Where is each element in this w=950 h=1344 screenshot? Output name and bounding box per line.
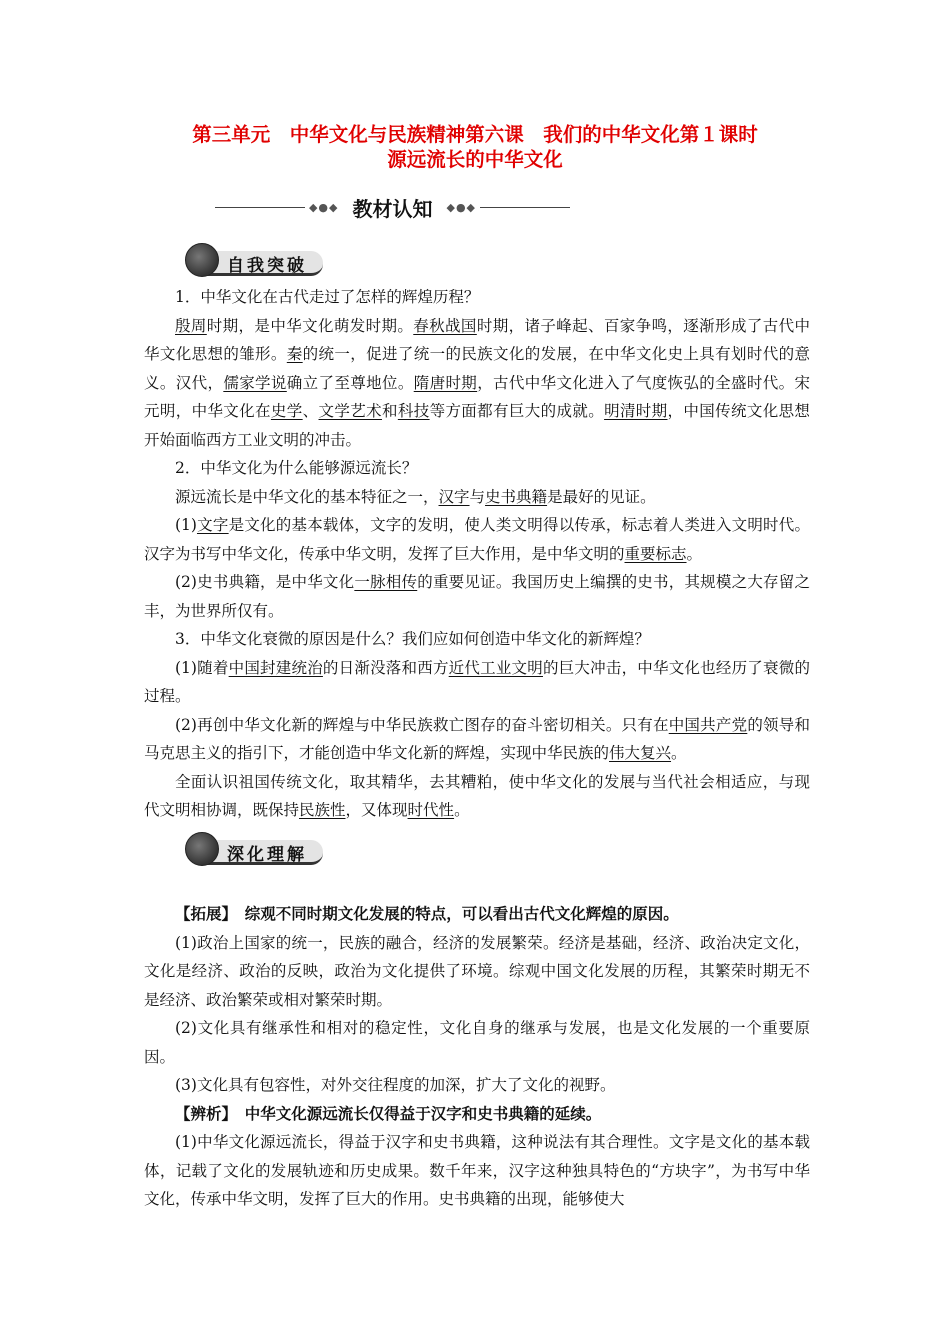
banner-rule-left [215,207,305,208]
extension-point-3: (3)文化具有包容性，对外交往程度的加深，扩大了文化的视野。 [175,1076,616,1094]
analysis-heading: 【辨析】 中华文化源远流长仅得益于汉字和史书典籍的延续。 [175,1103,602,1123]
question-3: 3．中华文化衰微的原因是什么？我们应如何创造中华文化的新辉煌？ [175,630,650,648]
circle-badge-icon [185,243,219,277]
answer-1: 殷周时期，是中华文化萌发时期。春秋战国时期，诸子峰起、百家争鸣，逐渐形成了古代中华文化思想的雏形。秦的统一，促进了统一的民族文化的发展，在中华文化史上具有划时代的意义。汉代，儒家学说确立了至尊地位。隋唐时期，古代中华文化进入了气度恢弘的全盛时代。宋元明，中华文化在史学、文学艺术和科技等方面都有巨大的成就。明清时期，中国传统文化思想开始面临西方工业文明的冲击。 [144,316,810,449]
section-label-deepen [185,832,325,866]
banner-rule-right [480,207,570,208]
circle-badge-icon [185,832,219,866]
title-line-2: 源远流长的中华文化 [387,148,563,171]
section-label-self [185,243,325,277]
section-deepen-content [144,900,810,1214]
section-banner [215,190,570,224]
question-2: 2．中华文化为什么能够源远流长？ [175,459,418,477]
ornament-icon: ◆●◆ [308,200,339,214]
answer-3-1: (1)随着中国封建统治的日渐没落和西方近代工业文明的巨大冲击，中华文化也经历了衰微的过程。 [144,658,810,705]
title-line-1: 第三单元 中华文化与民族精神第六课 我们的中华文化第１课时 [192,123,758,146]
banner-title: 教材认知 [352,196,433,221]
answer-2-2: (2)史书典籍，是中华文化一脉相传的重要见证。我国历史上编撰的史书，其规模之大存留之丰，为世界所仅有。 [144,573,810,620]
section-label-text: 深化理解 [227,845,307,865]
answer-2: 源远流长是中华文化的基本特征之一，汉字与史书典籍是最好的见证。 [175,487,656,506]
answer-3-3: 全面认识祖国传统文化，取其精华，去其糟粕，使中华文化的发展与当代社会相适应，与现代文明相协调，既保持民族性，又体现时代性。 [144,772,810,819]
page-title [120,122,830,172]
analysis-point-1: (1)中华文化源远流长，得益于汉字和史书典籍，这种说法有其合理性。文字是文化的基本载体，记载了文化的发展轨迹和历史成果。数千年来，汉字这种独具特色的“方块字”，为书写中华文化，传承中华文明，发挥了巨大的作用。史书典籍的出现，能够使大 [144,1133,810,1208]
ornament-icon: ◆●◆ [446,200,477,214]
answer-3-2: (2)再创中华文化新的辉煌与中华民族救亡图存的奋斗密切相关。只有在中国共产党的领导和马克思主义的指引下，才能创造中华文化新的辉煌，实现中华民族的伟大复兴。 [144,715,810,762]
answer-2-1: (1)文字是文化的基本载体，文字的发明，使人类文明得以传承，标志着人类进入文明时代。汉字为书写中华文化，传承中华文明，发挥了巨大作用，是中华文明的重要标志。 [144,516,810,563]
section-label-text: 自我突破 [227,256,307,276]
section-self-content [144,283,810,825]
extension-heading: 【拓展】 综观不同时期文化发展的特点，可以看出古代文化辉煌的原因。 [175,904,679,923]
extension-point-2: (2)文化具有继承性和相对的稳定性，文化自身的继承与发展，也是文化发展的一个重要原因。 [144,1019,810,1066]
extension-point-1: (1)政治上国家的统一，民族的融合，经济的发展繁荣。经济是基础，经济、政治决定文化，文化是经济、政治的反映，政治为文化提供了环境。综观中国文化发展的历程，其繁荣时期无不是经济、政治繁荣或相对繁荣时期。 [144,933,810,1009]
question-1: 1．中华文化在古代走过了怎样的辉煌历程？ [175,288,480,306]
